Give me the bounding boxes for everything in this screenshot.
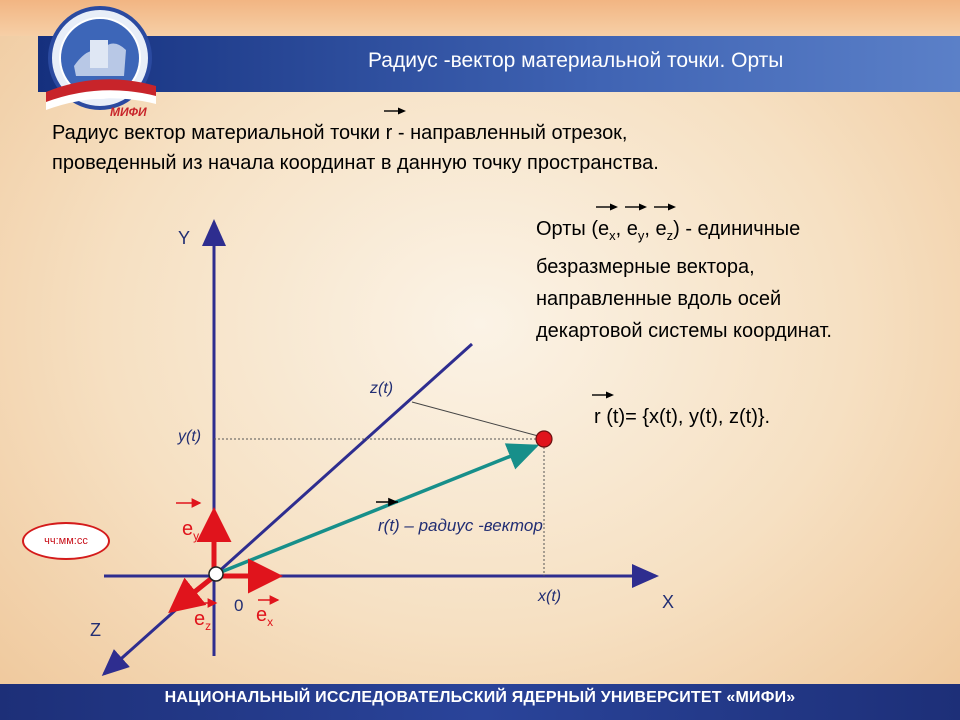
xt-label: x(t) (538, 588, 562, 605)
ort-sub-x: x (267, 615, 274, 629)
intro-line-2: проведенный из начала координат в данную точку пространства. (52, 152, 659, 174)
ort-sub-z: z (205, 619, 212, 633)
footer-text: НАЦИОНАЛЬНЫЙ ИССЛЕДОВАТЕЛЬСКИЙ ЯДЕРНЫЙ УНИВЕРСИТЕТ «МИФИ» (164, 689, 796, 706)
slide-title: Радиус -вектор материальной точки. Орты (368, 49, 784, 72)
orts-line-3: направленные вдоль осей (536, 288, 782, 310)
zt-leader-line (412, 402, 542, 437)
orts-suffix: ) - единичные (673, 218, 801, 240)
formula-rest: (t)= {x(t), y(t), z(t)}. (600, 406, 771, 428)
orts-line-2: безразмерные вектора, (536, 256, 755, 278)
orts-prefix: Орты ( (536, 218, 598, 240)
radius-vector-label: r(t) – радиус -вектор (378, 516, 543, 535)
ort-sub-y: y (637, 228, 645, 243)
ort-e-letter: e (256, 604, 268, 626)
intro-text-part2: - направленный отрезок, (392, 122, 628, 144)
orts-line-4: декартовой системы координат. (536, 320, 832, 342)
radius-vector (216, 446, 536, 574)
formula-r-symbol: r (594, 406, 601, 428)
r-symbol: r (385, 122, 393, 144)
clock-badge: чч:мм:сс (22, 522, 110, 560)
ort-e-letter: e (598, 218, 610, 240)
material-point (536, 431, 552, 447)
intro-text-part1: Радиус вектор материальной точки (52, 122, 386, 144)
orts-comma: , (615, 218, 627, 240)
svg-text:МИФИ: МИФИ (110, 105, 147, 118)
yt-label: y(t) (178, 428, 202, 445)
ort-ex-label (256, 604, 273, 629)
ort-e-letter: e (655, 218, 667, 240)
ort-sub-z: z (666, 228, 674, 243)
ort-sub-y: y (193, 529, 200, 543)
ort-e-letter: e (626, 218, 638, 240)
ort-ez-arrow (172, 578, 212, 610)
ort-e-letter: e (182, 518, 194, 540)
axis-y-label: Y (178, 228, 191, 248)
origin-point (209, 567, 223, 581)
axis-x-label: X (662, 592, 675, 612)
ort-e-letter: e (194, 608, 206, 630)
ort-ez-label (194, 608, 211, 633)
ort-sub-x: x (609, 228, 616, 243)
zt-label: z(t) (370, 380, 394, 397)
axis-z-label: Z (90, 620, 101, 640)
z-axis-upper (216, 344, 472, 574)
orts-comma: , (644, 218, 656, 240)
ort-ey-label (182, 518, 199, 543)
origin-label: 0 (234, 596, 244, 615)
